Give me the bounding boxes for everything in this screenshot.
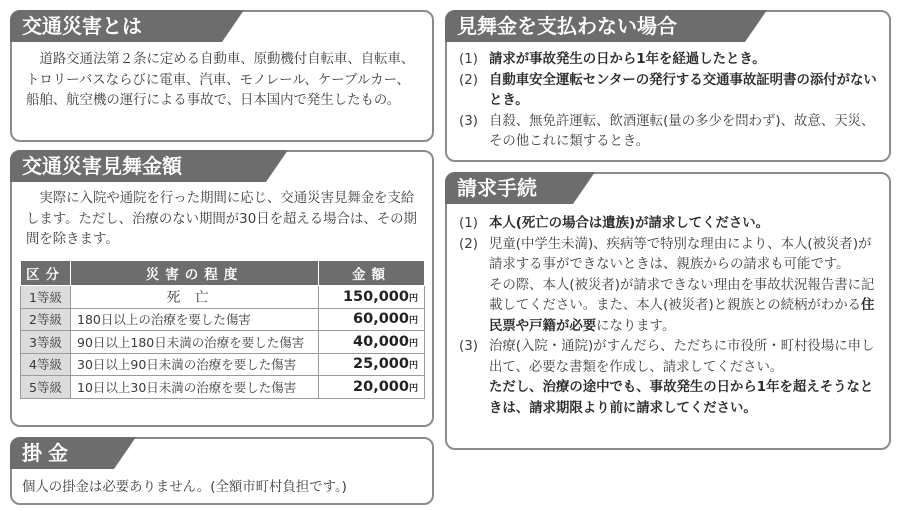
item-number: (2) — [459, 236, 478, 252]
continuation-bold: 住民票や戸籍が必要 — [489, 298, 875, 334]
list-item — [459, 71, 883, 112]
premium-panel — [10, 437, 434, 505]
amount-unit: 円 — [408, 361, 418, 372]
item3-text: 治療(入院・通院)がすんだら、ただちに市役所・町村役場に申し出て、必要な書類を作成し、請求してください。 — [489, 339, 875, 375]
amount-panel — [10, 150, 434, 427]
amount-value: 40,000 — [353, 333, 409, 350]
premium-title: 掛金 — [10, 437, 114, 469]
definition-title: 交通災害とは — [10, 10, 222, 42]
item-number: (3) — [459, 339, 478, 354]
grade-cell: 5等級 — [21, 376, 71, 399]
table-row — [21, 331, 425, 354]
list-item — [459, 112, 883, 153]
item-number: (3) — [459, 113, 478, 129]
amount-cell — [319, 353, 425, 376]
item-text: 請求が事故発生の日から1年を経過したとき。 — [489, 52, 766, 67]
degree-cell: 死亡 — [71, 286, 319, 309]
table-row — [21, 353, 425, 376]
col-header-degree: 災害の程度 — [71, 261, 319, 286]
list-item — [459, 214, 883, 235]
item-text — [489, 337, 883, 419]
amount-unit: 円 — [408, 338, 418, 349]
nonpay-list — [459, 50, 883, 153]
item-number: (1) — [459, 216, 478, 231]
table-row — [21, 286, 425, 309]
amount-title: 交通災害見舞金額 — [10, 150, 266, 182]
list-item — [459, 337, 883, 419]
grade-cell: 4等級 — [21, 353, 71, 376]
list-item — [459, 276, 883, 338]
degree-cell: 90日以上180日未満の治療を要した傷害 — [71, 331, 319, 354]
amount-cell — [319, 286, 425, 309]
amount-cell — [319, 376, 425, 399]
nonpay-title: 見舞金を支払わない場合 — [445, 10, 745, 42]
amount-text: 実際に入院や通院を行った期間に応じ、交通災害見舞金を支給します。ただし、治療のない期間が30日を超える場合は、その期間を除きます。 — [26, 191, 417, 247]
grade-cell: 3等級 — [21, 331, 71, 354]
list-item — [459, 50, 883, 71]
claim-title: 請求手続 — [445, 172, 573, 204]
item-text: 自殺、無免許運転、飲酒運転(量の多少を問わず)、故意、天災、その他これに類するとき。 — [489, 113, 875, 149]
item-number: (1) — [459, 52, 478, 67]
degree-cell: 10日以上30日未満の治療を要した傷害 — [71, 376, 319, 399]
list-item — [459, 235, 883, 276]
amount-unit: 円 — [408, 316, 418, 327]
claim-list — [459, 214, 883, 419]
degree-cell: 30日以上90日未満の治療を要した傷害 — [71, 353, 319, 376]
amount-unit: 円 — [408, 383, 418, 394]
amount-unit: 円 — [408, 293, 418, 304]
claim-panel — [445, 172, 891, 450]
item-continuation — [459, 276, 883, 338]
premium-text: 個人の掛金は必要ありません。(全額市町村負担です。) — [22, 480, 347, 495]
definition-text: 道路交通法第２条に定める自動車、原動機付自転車、自転車、トロリーバスならびに電車、汽車、モノレール、ケーブルカー、船舶、航空機の運行による事故で、日本国内で発生したもの。 — [26, 52, 415, 108]
col-header-amount: 金額 — [319, 261, 425, 286]
nonpay-panel — [445, 10, 891, 162]
item-number: (2) — [459, 72, 478, 88]
definition-panel — [10, 10, 434, 142]
amount-cell — [319, 308, 425, 331]
table-row — [21, 308, 425, 331]
item3-bold: ただし、治療の途中でも、事故発生の日から1年を超えそうなときは、請求期限より前に請求してください。 — [489, 380, 874, 416]
table-row — [21, 376, 425, 399]
continuation-end: になります。 — [596, 318, 676, 334]
col-header-grade: 区分 — [21, 261, 71, 286]
amount-value: 60,000 — [353, 311, 409, 328]
amount-table — [20, 260, 425, 399]
continuation-text: その際、本人(被災者)が請求できない理由を事故状況報告書に記載してください。また、本人(被災者)と親族との続柄がわかる — [489, 277, 875, 313]
grade-cell: 1等級 — [21, 286, 71, 309]
amount-cell — [319, 331, 425, 354]
amount-value: 25,000 — [353, 356, 409, 373]
degree-cell: 180日以上の治療を要した傷害 — [71, 308, 319, 331]
amount-value: 20,000 — [353, 378, 409, 395]
grade-cell: 2等級 — [21, 308, 71, 331]
item-text: 児童(中学生未満)、疾病等で特別な理由により、本人(被災者)が請求する事ができないときは、親族からの請求も可能です。 — [489, 236, 872, 272]
amount-value: 150,000 — [342, 288, 409, 305]
item-text: 自動車安全運転センターの発行する交通事故証明書の添付がないとき。 — [489, 72, 877, 108]
item-text: 本人(死亡の場合は遺族)が請求してください。 — [489, 216, 770, 231]
